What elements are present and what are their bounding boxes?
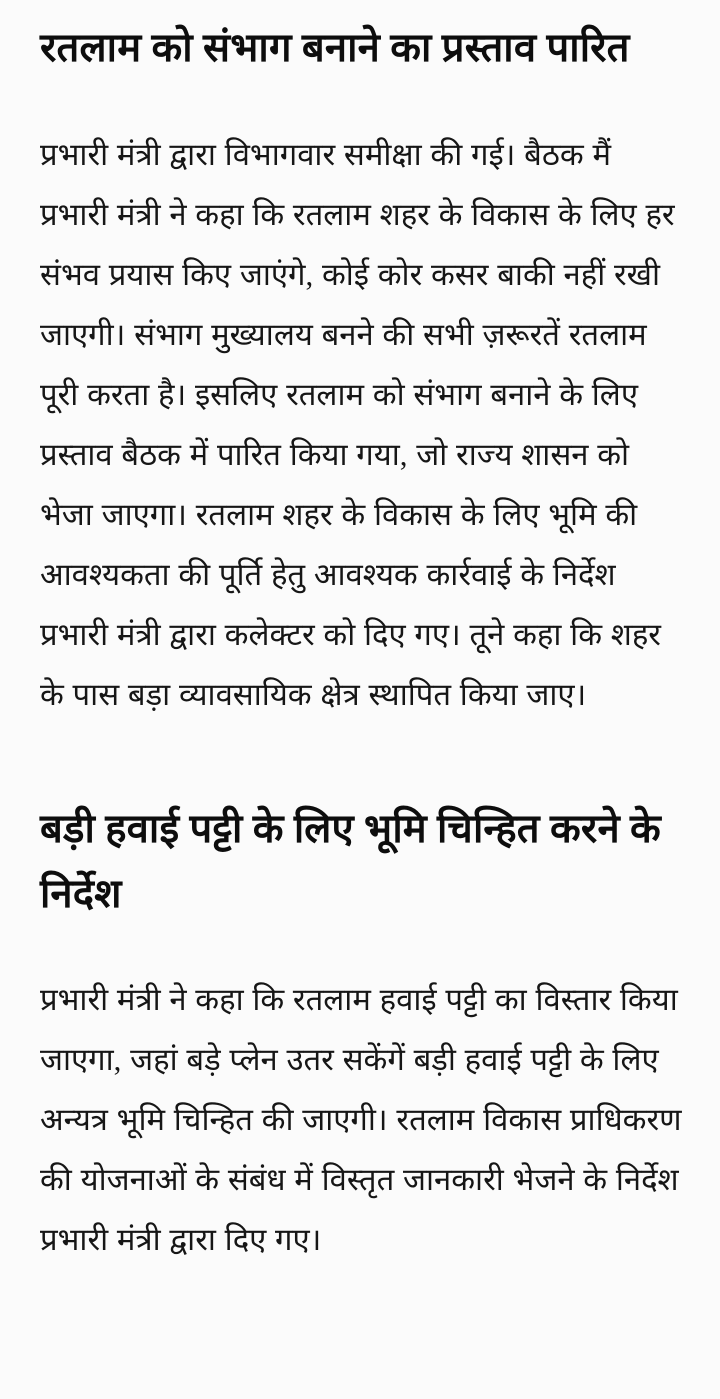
article-heading-2: बड़ी हवाई पट्टी के लिए भूमि चिन्हित करने के निर्देश [40,805,661,916]
article-heading-1: रतलाम को संभाग बनाने का प्रस्ताव पारित [40,25,630,70]
article-paragraph-1: प्रभारी मंत्री द्वारा विभागवार समीक्षा की गई। बैठक मैं प्रभारी मंत्री ने कहा कि रतलाम शहर के विकास के लिए हर संभव प्रयास किए जाएंगे, कोई कोर कसर बाकी नहीं रखी जाएगी। संभाग मुख्यालय बनने की सभी ज़रूरतें रतलाम पूरी करता है। इसलिए रतलाम को संभाग बनाने के लिए प्रस्ताव बैठक में पारित किया गया, जो राज्य शासन को भेजा जाएगा। रतलाम शहर के विकास के लिए भूमि की आवश्यकता की पूर्ति हेतु आवश्यक कार्रवाई के निर्देश प्रभारी मंत्री द्वारा कलेक्टर को दिए गए। तूने कहा कि शहर के पास बड़ा व्यावसायिक क्षेत्र स्थापित किया जाए। [40,136,675,712]
article-paragraph-2: प्रभारी मंत्री ने कहा कि रतलाम हवाई पट्टी का विस्तार किया जाएगा, जहां बड़े प्लेन उतर सकेंगें बड़ी हवाई पट्टी के लिए अन्यत्र भूमि चिन्हित की जाएगी। रतलाम विकास प्राधिकरण की योजनाओं के संबंध में विस्तृत जानकारी भेजने के निर्देश प्रभारी मंत्री द्वारा दिए गए। [40,982,682,1258]
article-section-1 [40,16,682,725]
article-section-2 [40,797,682,1271]
